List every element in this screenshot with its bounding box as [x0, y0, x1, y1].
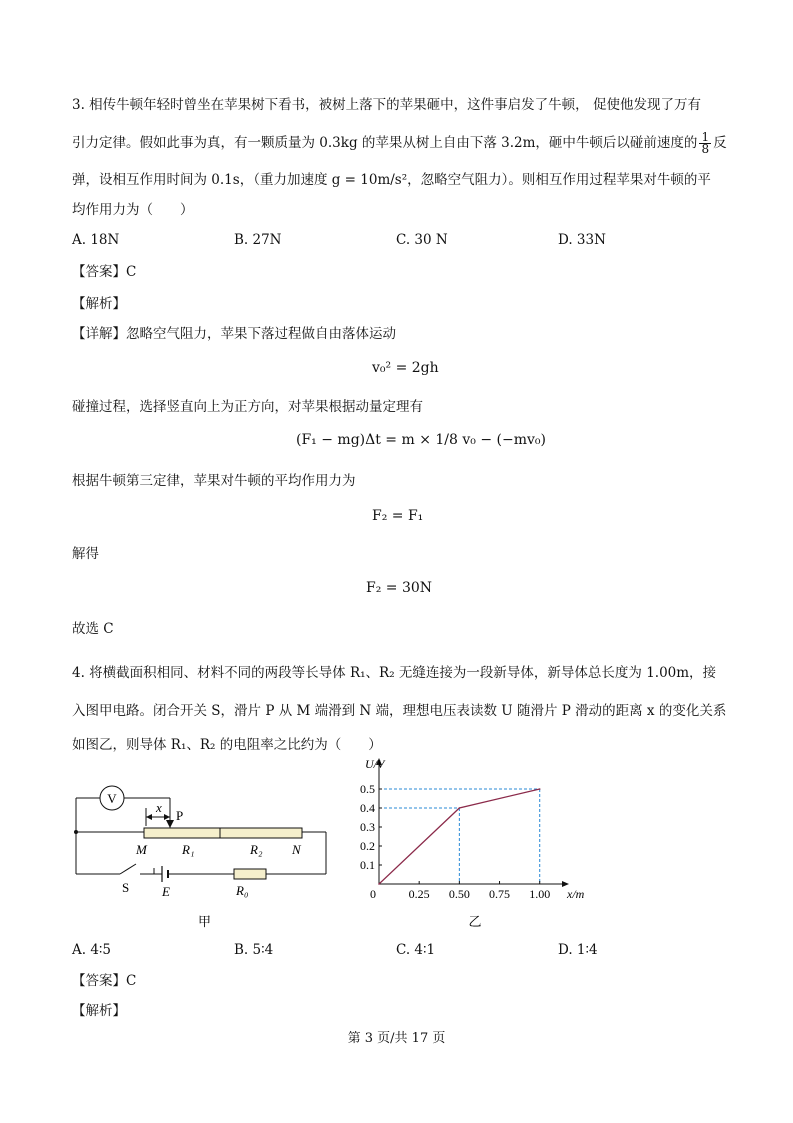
- q3-equation-4: F₂ = 30N: [366, 580, 433, 596]
- q3-fraction-denominator: 8: [701, 142, 710, 156]
- label-e: E: [162, 884, 170, 899]
- q3-line-2-text: 引力定律。假如此事为真，有一颗质量为 0.3kg 的苹果从树上自由下落 3.2m，砸中牛顿后以碰前速度的: [72, 135, 698, 151]
- q4-option-d[interactable]: D. 1∶4: [558, 942, 598, 958]
- q4-option-a[interactable]: A. 4∶5: [72, 942, 112, 958]
- y-tick-label: 0.2: [360, 839, 375, 853]
- y-tick-label: 0.5: [360, 782, 375, 796]
- q3-option-a[interactable]: A. 18N: [72, 232, 120, 248]
- resistor-r0: [234, 869, 266, 879]
- q4-option-b[interactable]: B. 5∶4: [234, 942, 274, 958]
- voltmeter-label: V: [107, 791, 117, 806]
- y-axis-label: U/V: [365, 757, 385, 771]
- x-tick-label: 0.50: [448, 887, 470, 901]
- circuit-caption: 甲: [198, 914, 212, 929]
- slider-arrow-icon: [166, 820, 174, 828]
- q3-option-b[interactable]: B. 27N: [234, 232, 282, 248]
- u-x-chart: [362, 758, 602, 938]
- resistor-r1: [144, 828, 220, 838]
- y-tick-label: 0.4: [360, 801, 375, 815]
- label-m: M: [136, 842, 147, 857]
- label-r2: R₂: [250, 842, 263, 857]
- chart-caption: 乙: [468, 914, 482, 929]
- page-footer: 第 3 页/共 17 页: [347, 1031, 446, 1046]
- q3-option-d[interactable]: D. 33N: [558, 232, 606, 248]
- label-r1: R₁: [182, 842, 195, 857]
- x-label: x: [156, 800, 162, 815]
- q3-line-2: [72, 132, 727, 155]
- q4-line-1: 4. 将横截面积相同、材料不同的两段等长导体 R₁、R₂ 无缝连接为一段新导体，新导体总长度为 1.00m，接: [72, 665, 717, 681]
- q3-option-c[interactable]: C. 30 N: [396, 232, 448, 248]
- q4-analysis-label: 【解析】: [72, 1003, 126, 1019]
- q4-answer: 【答案】C: [72, 973, 137, 989]
- q3-text-4: 解得: [72, 546, 99, 562]
- q3-answer: 【答案】C: [72, 264, 137, 280]
- q3-text-2: 碰撞过程，选择竖直向上为正方向，对苹果根据动量定理有: [72, 399, 423, 415]
- slider-label: P: [176, 808, 184, 823]
- y-tick-label: 0.3: [360, 820, 375, 834]
- q3-fraction: [699, 132, 711, 155]
- q3-fraction-numerator: 1: [701, 130, 710, 144]
- q4-line-3: 如图乙，则导体 R₁、R₂ 的电阻率之比约为（ ）: [72, 737, 382, 753]
- x-tick-label: 1.00: [529, 887, 551, 901]
- q3-line-2-end: 反: [713, 135, 727, 151]
- x-tick-label: 0.25: [408, 887, 430, 901]
- q3-text-3: 根据牛顿第三定律，苹果对牛顿的平均作用力为: [72, 473, 356, 489]
- q4-option-c[interactable]: C. 4∶1: [396, 942, 436, 958]
- x-tick-label: 0.75: [489, 887, 511, 901]
- origin-label: 0: [370, 887, 376, 901]
- data-point: [378, 883, 380, 885]
- q3-analysis-label: 【解析】: [72, 296, 126, 312]
- x-axis-label: x/m: [567, 887, 585, 901]
- q3-line-1: 3. 相传牛顿年轻时曾坐在苹果树下看书，被树上落下的苹果砸中，这件事启发了牛顿， 促使他发现了万有: [72, 97, 701, 113]
- data-point: [539, 788, 541, 790]
- label-n: N: [292, 842, 301, 857]
- q3-line-3: 弹，设相互作用时间为 0.1s，（重力加速度 g = 10m/s²，忽略空气阻力）。则相互作用过程苹果对牛顿的平: [72, 172, 711, 188]
- label-r0: R₀: [236, 883, 249, 898]
- y-tick-label: 0.1: [360, 858, 375, 872]
- q3-equation-1: v₀² = 2gh: [372, 360, 439, 376]
- q3-line-4: 均作用力为（ ）: [72, 202, 194, 218]
- circuit-diagram: [64, 780, 344, 930]
- resistor-r2: [220, 828, 302, 838]
- q3-equation-2: (F₁ − mg)Δt = m × 1/8 v₀ − (−mv₀): [296, 432, 546, 448]
- label-s: S: [122, 880, 130, 895]
- q4-line-2: 入图甲电路。闭合开关 S，滑片 P 从 M 端滑到 N 端，理想电压表读数 U 随滑片 P 滑动的距离 x 的变化关系: [72, 703, 727, 719]
- q3-detail: 【详解】忽略空气阻力，苹果下落过程做自由落体运动: [72, 326, 396, 342]
- data-point: [459, 807, 461, 809]
- q3-conclusion: 故选 C: [72, 621, 114, 637]
- q3-equation-3: F₂ = F₁: [372, 508, 424, 524]
